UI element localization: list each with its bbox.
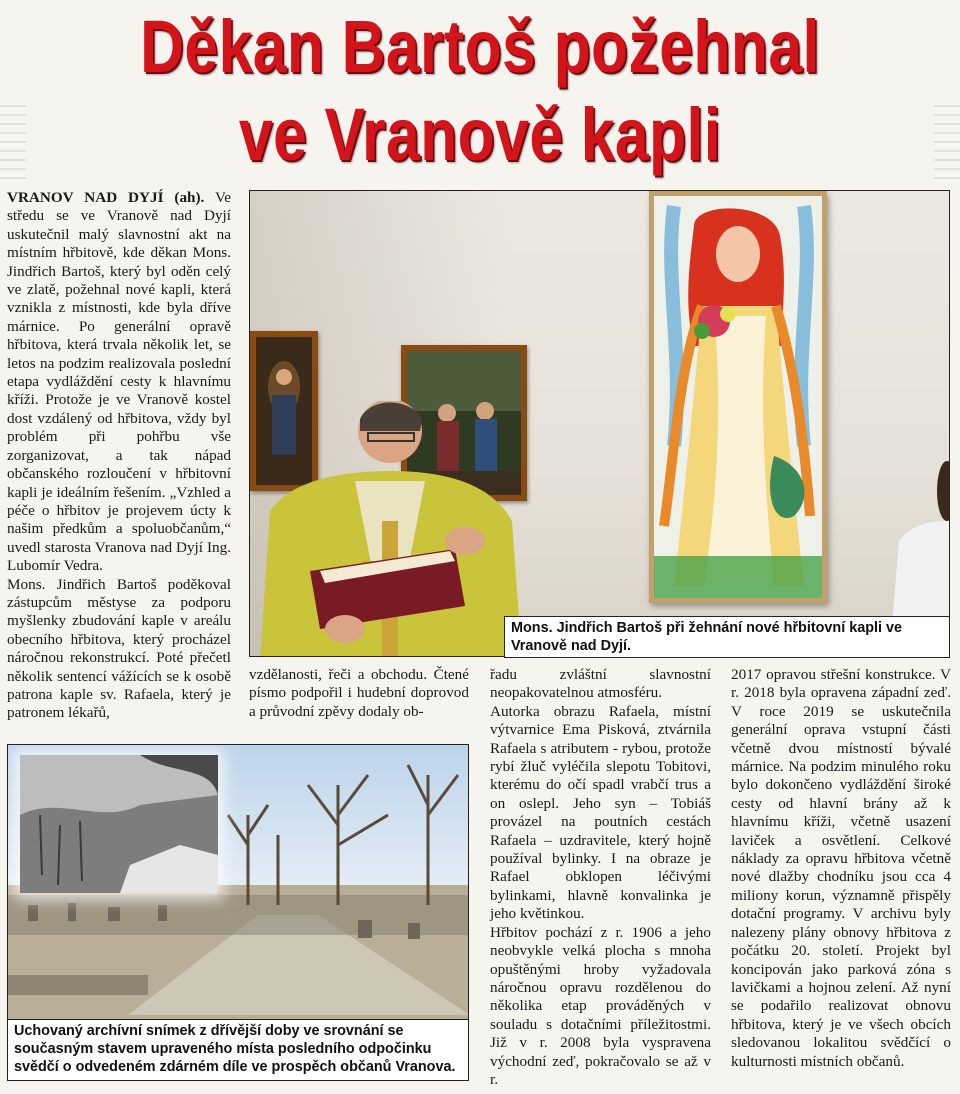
article-paragraph: Autorka obrazu Rafaela, místní výtvarnice Ema Pisková, ztvárnila Rafaela s atributem - rybou, protože rybí žluč vyléčila slepotu Tobitovi, kterému do očí spadl vrabčí trus a on oslepl. Jeho syn – Tobiáš provázel na poutních cestách Rafaela – uzdravitele, který hojně používal bylinky. I na obraze je Rafael obklopen léčivými bylinkami, hlavně konvalinka je jeho květinkou. [490, 702, 711, 923]
article-paragraph: řadu zvláštní slavnostní neopakovatelnou atmosféru. [490, 666, 711, 702]
faded-adjacent-column-right [934, 105, 960, 185]
main-photo-caption: Mons. Jindřich Bartoš při žehnání nové hřbitovní kapli ve Vranově nad Dyjí. [504, 616, 950, 658]
archive-cemetery-icon [20, 755, 218, 893]
archangel-rafael-icon [654, 196, 822, 598]
article-paragraph: Mons. Jindřich Bartoš poděkoval zástupcům městyse za podporu myšlenky zbudování kaple v areálu obecního hřbitova, který procházel náročnou rekonstrukcí. Poté přečetl několik sentencí vážících se k osobě patrona kaple sv. Rafaela, který je patronem lékařů, [7, 575, 231, 722]
article-column-4 [731, 666, 951, 1071]
dateline: VRANOV NAD DYJÍ (ah). [7, 189, 205, 206]
article-column-2 [249, 666, 469, 721]
faded-adjacent-column-left [0, 105, 26, 185]
article-column-1 [7, 189, 231, 723]
lead-text: Ve středu se ve Vranově nad Dyjí uskutečnil malý slavnostní akt na místním hřbitově, kde děkan Mons. Jindřich Bartoš, který byl oděn celý ve zlatě, požehnal nové kapli, která vznikla z místnosti, kde byla dříve márnice. Po generální opravě hřbitova, která trvala několik let, se letos na podzim realizovala poslední etapa vydláždění cesty k hlavnímu kříži. Protože je ve Vranově kostel dost vzdálený od hřbitova, vždy byl problém při pohřbu vše zorganizovat, a tak nápad občanského rozloučení v hřbitovní kapli je ideálním řešením. „Vzhled a péče o hřbitov je projevem úcty k našim předkům a spoluobčanům,“ uvedl starosta Vranova nad Dyjí Ing. Lubomír Vedra. [7, 189, 231, 575]
article-column-3 [490, 666, 711, 1089]
main-photo [249, 190, 950, 657]
headline-line-2: ve Vranově kapli [238, 93, 722, 176]
cemetery-photo-caption: Uchovaný archívní snímek z dřívější doby ve srovnání se současným stavem upraveného místa posledního odpočinku svědčí o odvedeném zdárném díle ve prospěch občanů Vranova. [7, 1019, 469, 1081]
priest-figure-icon [250, 401, 530, 657]
cemetery-photo [7, 744, 469, 1020]
rafael-painting [649, 191, 827, 603]
article-paragraph: vzdělanosti, řeči a obchodu. Čtené písmo podpořil i hudební doprovod a průvodní zpěvy dodaly ob- [249, 666, 469, 720]
article-paragraph: 2017 opravou střešní konstrukce. V r. 2018 byla opravena západní zeď. V roce 2019 se uskutečnila generální oprava vstupní části včetně dvou místností bývalé márnice. Na podzim minulého roku bylo dokončeno vydláždění široké cesty od hlavní brány až k hlavnímu kříži, včetně usazení laviček a osvětlení. Celkové náklady za opravu hřbitova včetně nové dlažby chodníku jsou cca 4 miliony korun, významně přispěly dotační programy. V archivu byly nalezeny plány obnovy hřbitova z počátku 20. století. Projekt byl koncipován jako parková zóna s lavičkami a hojnou zelení. Až nyní se podařilo realizovat obnovu hřbitova, který je ve všech obcích sledovanou lokalitou svědčící o kulturnosti místních občanů. [731, 666, 951, 1070]
article-paragraph: Hřbitov pochází z r. 1906 a jeho neobvykle velká plocha s mnoha opuštěnými hroby vyžadovala náročnou opravu rozdělenou do několika etap prováděných v souladu s dotačními příležitostmi. Již v r. 2008 byla vyspravena východní zeď, pokračovalo se až v r. [490, 923, 711, 1088]
archive-photo-inset [20, 755, 218, 893]
headline-line-1: Děkan Bartoš požehnal [140, 5, 820, 88]
article-lead-paragraph [7, 189, 231, 576]
